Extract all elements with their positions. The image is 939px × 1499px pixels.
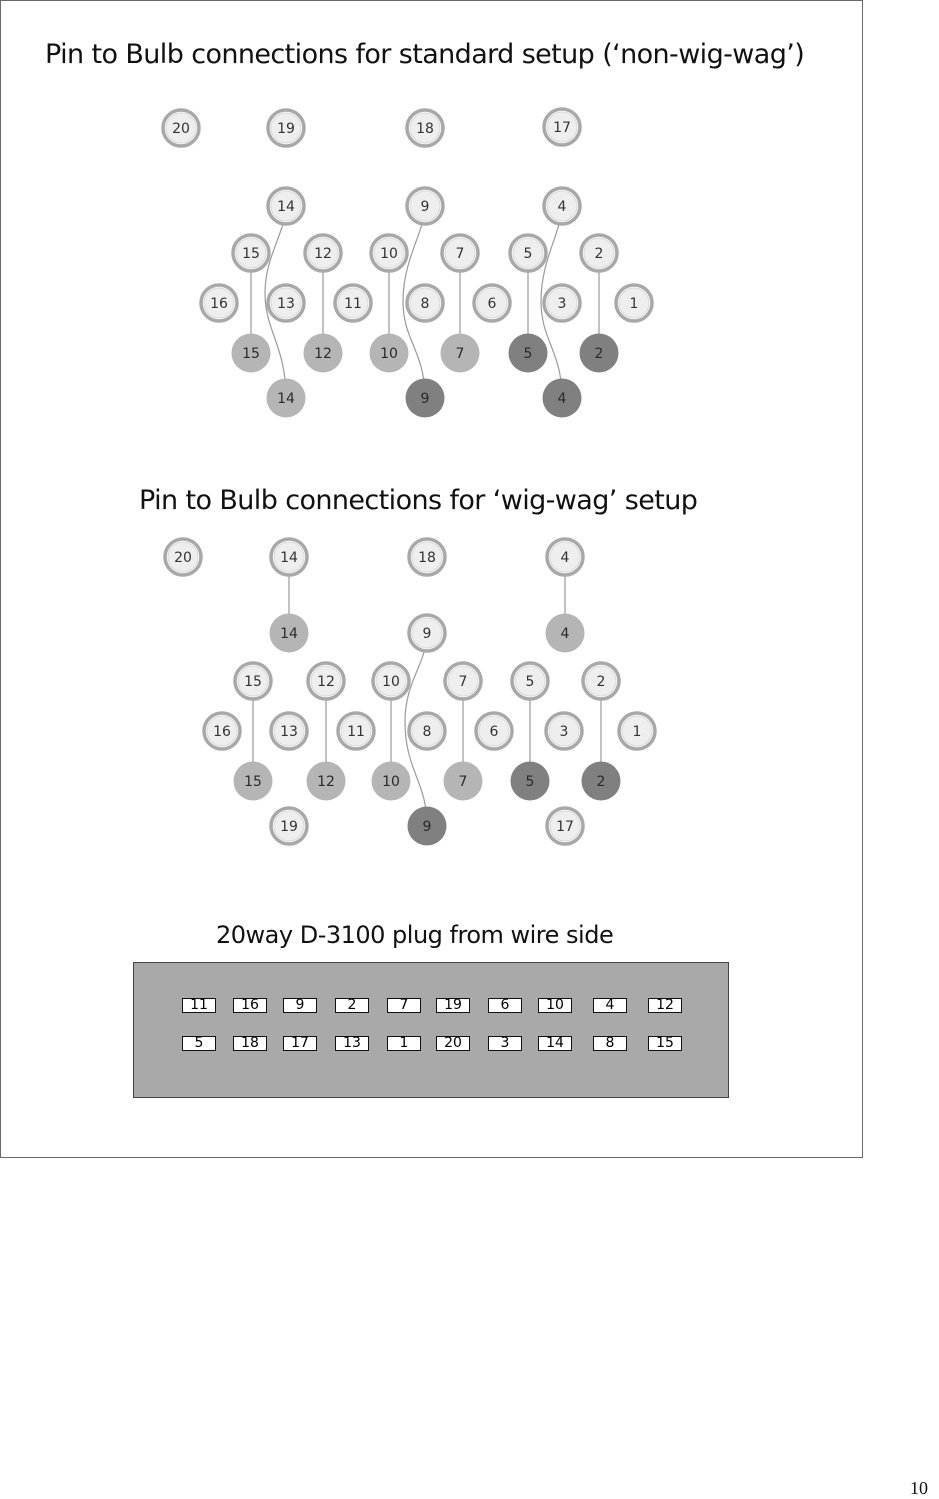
bulb-row1-2-label: 10 xyxy=(382,774,400,790)
pin-row3-4-label: 6 xyxy=(489,724,499,740)
bulb-row0-1 xyxy=(546,614,585,653)
plug-pin-17: 17 xyxy=(283,1036,317,1051)
plug-pin-1: 1 xyxy=(387,1036,421,1051)
bulb-row1-0 xyxy=(232,334,271,373)
bulb-row1-4-label: 5 xyxy=(523,346,533,362)
pin-row2-2 xyxy=(371,235,407,271)
plug-pin-6: 6 xyxy=(488,998,522,1013)
bulb-row1-3 xyxy=(444,762,483,801)
bulb-row2-1-label: 9 xyxy=(420,391,430,407)
pin-top-3-label: 17 xyxy=(553,120,571,136)
bulb-row1-1-label: 12 xyxy=(317,774,335,790)
bulb-row1-1-label: 12 xyxy=(314,346,332,362)
bulb-row1-3-label: 7 xyxy=(458,774,468,790)
pin-row2-5-label: 2 xyxy=(596,674,606,690)
pin-row3-5-label: 3 xyxy=(557,296,567,312)
pin-row2-4-label: 5 xyxy=(523,246,533,262)
pin-row3-6-label: 1 xyxy=(632,724,642,740)
plug-pin-13: 13 xyxy=(335,1036,369,1051)
wigwag-setup-diagram xyxy=(1,531,864,861)
pin-top-1 xyxy=(271,539,307,575)
bulb-row1-5-label: 2 xyxy=(594,346,604,362)
pin-row3-4 xyxy=(474,285,510,321)
plug-pin-12: 12 xyxy=(648,998,682,1013)
plug-pin-19: 19 xyxy=(436,998,470,1013)
pin-row1-1 xyxy=(407,188,443,224)
bulb-row2-2-label: 4 xyxy=(557,391,567,407)
pin-row2-3-label: 7 xyxy=(455,246,465,262)
pin-row1-2 xyxy=(544,188,580,224)
pin-row3-5-label: 3 xyxy=(559,724,569,740)
bulb-row1-3-label: 7 xyxy=(455,346,465,362)
bulb-row0-0-label: 14 xyxy=(280,626,298,642)
pin-row3-4-label: 6 xyxy=(487,296,497,312)
plug-pin-16: 16 xyxy=(233,998,267,1013)
pin-top-3 xyxy=(547,539,583,575)
bulb-row1-5 xyxy=(582,762,621,801)
pin-top-2-label: 18 xyxy=(418,550,436,566)
bulb-row2-1 xyxy=(406,379,445,418)
pin-row2-3-label: 7 xyxy=(458,674,468,690)
pin-row2-5 xyxy=(583,663,619,699)
pin-row2-1-label: 12 xyxy=(317,674,335,690)
bulb-row0-0 xyxy=(270,614,309,653)
pin-row1-2-label: 4 xyxy=(557,199,567,215)
plug-pin-11: 11 xyxy=(182,998,216,1013)
bulb-row1-4 xyxy=(509,334,548,373)
bulb-row1-1 xyxy=(304,334,343,373)
pin-row2-2-label: 10 xyxy=(380,246,398,262)
bulb-row1-4 xyxy=(511,762,550,801)
pin-row3-3-label: 8 xyxy=(420,296,430,312)
pin-bottom-17 xyxy=(547,808,583,844)
pin-row2-1-label: 12 xyxy=(314,246,332,262)
plug-pin-10: 10 xyxy=(538,998,572,1013)
pin-top-1-label: 14 xyxy=(280,550,298,566)
pin-row3-0-label: 16 xyxy=(210,296,228,312)
bulb-row1-5 xyxy=(580,334,619,373)
pin-top-2 xyxy=(409,539,445,575)
pin-top-0 xyxy=(163,110,199,146)
pin-row3-1 xyxy=(268,285,304,321)
bulb-row1-0 xyxy=(234,762,273,801)
pin-row2-3 xyxy=(442,235,478,271)
plug-pin-14: 14 xyxy=(538,1036,572,1051)
plug-pin-5: 5 xyxy=(182,1036,216,1051)
plug-pin-2: 2 xyxy=(335,998,369,1013)
pin-top-2 xyxy=(407,110,443,146)
pin-row2-3 xyxy=(445,663,481,699)
pin-row3-3 xyxy=(407,285,443,321)
pin-top-3-label: 4 xyxy=(560,550,570,566)
pin-top-0 xyxy=(165,539,201,575)
pin-row2-5-label: 2 xyxy=(594,246,604,262)
pin-top-3 xyxy=(544,109,580,145)
pin-row2-1 xyxy=(305,235,341,271)
pin-row3-2 xyxy=(338,713,374,749)
pin-row2-4 xyxy=(512,663,548,699)
pin-row3-6 xyxy=(619,713,655,749)
bulb-row1-0-label: 15 xyxy=(244,774,262,790)
pin-row1-1-label: 9 xyxy=(420,199,430,215)
bulb-row1-3 xyxy=(441,334,480,373)
bulb-row1-4-label: 5 xyxy=(525,774,535,790)
pin-row3-1 xyxy=(271,713,307,749)
pin-row2-0-label: 15 xyxy=(244,674,262,690)
pin-row3-5 xyxy=(546,713,582,749)
pin-row3-0 xyxy=(201,285,237,321)
pin-bottom-19 xyxy=(271,808,307,844)
pin-top-1 xyxy=(268,110,304,146)
pin-row2-0 xyxy=(235,663,271,699)
bulb-row1-5-label: 2 xyxy=(596,774,606,790)
pin-bottom-17-label: 17 xyxy=(556,819,574,835)
bulb-row1-2 xyxy=(370,334,409,373)
pin-top-1-label: 19 xyxy=(277,121,295,137)
standard-setup-title: Pin to Bulb connections for standard setup (‘non-wig-wag’) xyxy=(45,39,805,70)
plug-pin-4: 4 xyxy=(593,998,627,1013)
pin-row2-4-label: 5 xyxy=(525,674,535,690)
pin-row3-2-label: 11 xyxy=(347,724,365,740)
bulb-row1-2 xyxy=(372,762,411,801)
pin-row3-2 xyxy=(335,285,371,321)
pin-row3-1-label: 13 xyxy=(280,724,298,740)
pin-row3-4 xyxy=(476,713,512,749)
plug-pin-3: 3 xyxy=(488,1036,522,1051)
pin-row2-0 xyxy=(233,235,269,271)
pin-row1-0-label: 14 xyxy=(277,199,295,215)
pin-row2-2-label: 10 xyxy=(382,674,400,690)
page-number: 10 xyxy=(910,1478,928,1498)
pin-row2-5 xyxy=(581,235,617,271)
plug-pin-15: 15 xyxy=(648,1036,682,1051)
plug-pin-8: 8 xyxy=(593,1036,627,1051)
pin-row3-1-label: 13 xyxy=(277,296,295,312)
bulb-row0-1-label: 4 xyxy=(560,626,570,642)
pin-bottom-19-label: 19 xyxy=(280,819,298,835)
bulb-bottom-9 xyxy=(408,807,447,846)
pin-row3-2-label: 11 xyxy=(344,296,362,312)
pin-row2-0-label: 15 xyxy=(242,246,260,262)
plug-pin-7: 7 xyxy=(387,998,421,1013)
plug-pin-9: 9 xyxy=(283,998,317,1013)
plug-pin-18: 18 xyxy=(233,1036,267,1051)
bulb-row2-0 xyxy=(267,379,306,418)
wigwag-setup-title: Pin to Bulb connections for ‘wig-wag’ setup xyxy=(139,485,698,516)
pin-row0-0 xyxy=(409,615,445,651)
pin-row3-3 xyxy=(409,713,445,749)
plug-pin-20: 20 xyxy=(436,1036,470,1051)
bulb-bottom-9-label: 9 xyxy=(422,819,432,835)
bulb-row2-0-label: 14 xyxy=(277,391,295,407)
pin-top-0-label: 20 xyxy=(174,550,192,566)
pin-row3-5 xyxy=(544,285,580,321)
pin-row3-6 xyxy=(616,285,652,321)
plug-title: 20way D-3100 plug from wire side xyxy=(216,921,614,949)
plug-body xyxy=(133,962,729,1098)
pin-row3-3-label: 8 xyxy=(422,724,432,740)
bulb-row2-2 xyxy=(543,379,582,418)
pin-row2-1 xyxy=(308,663,344,699)
bulb-row1-0-label: 15 xyxy=(242,346,260,362)
bulb-row1-1 xyxy=(307,762,346,801)
bulb-row1-2-label: 10 xyxy=(380,346,398,362)
pin-top-0-label: 20 xyxy=(172,121,190,137)
pin-row3-6-label: 1 xyxy=(629,296,639,312)
standard-setup-diagram xyxy=(1,91,864,431)
pin-row3-0-label: 16 xyxy=(213,724,231,740)
pin-row2-2 xyxy=(373,663,409,699)
pin-top-2-label: 18 xyxy=(416,121,434,137)
pin-row1-0 xyxy=(268,188,304,224)
pin-row3-0 xyxy=(204,713,240,749)
pin-row2-4 xyxy=(510,235,546,271)
pin-row0-0-label: 9 xyxy=(422,626,432,642)
